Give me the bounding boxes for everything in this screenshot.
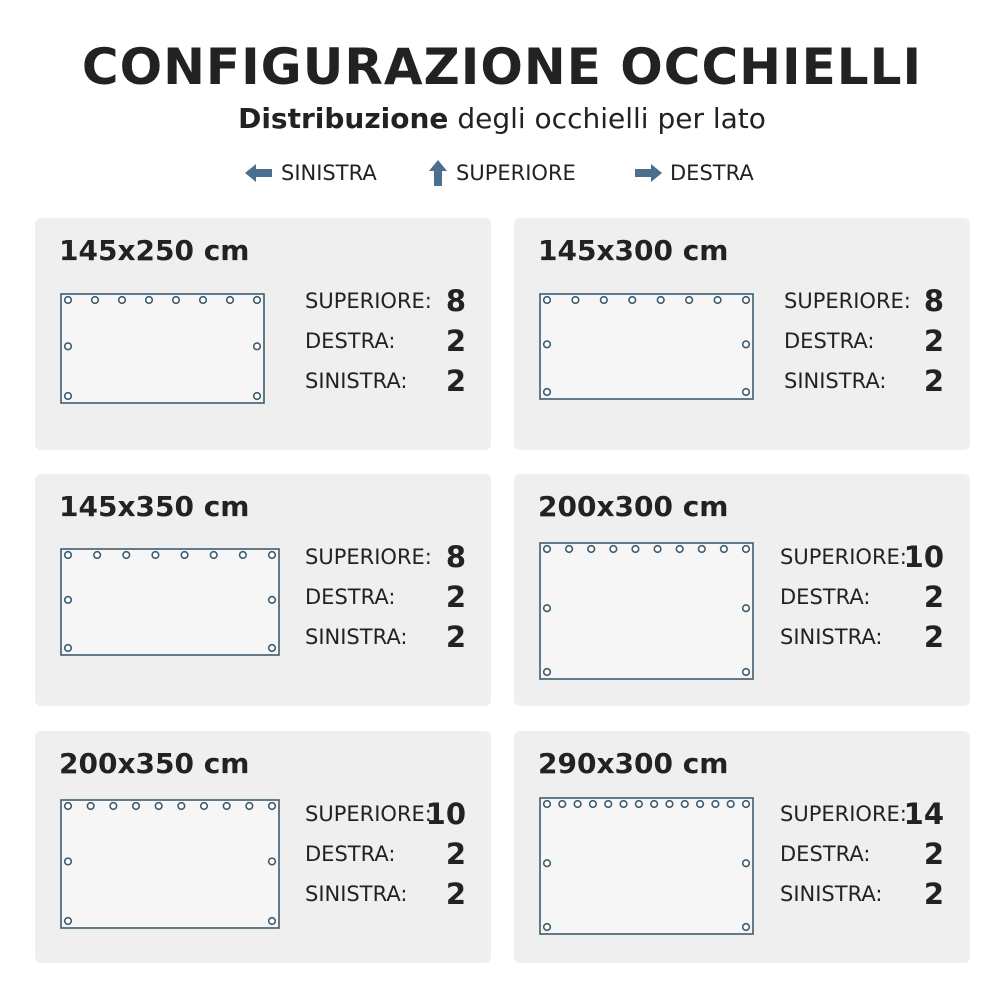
count-value-right: 2 <box>923 837 944 871</box>
eyelet-top <box>544 297 551 304</box>
eyelet-top <box>92 297 99 304</box>
eyelet-left <box>544 924 551 931</box>
eyelet-right <box>254 393 261 400</box>
count-label-top: SUPERIORE: <box>780 545 907 569</box>
count-label-right: DESTRA: <box>780 842 871 866</box>
eyelet-top <box>610 546 617 553</box>
eyelet-top <box>743 297 750 304</box>
eyelet-top <box>574 801 581 808</box>
tarp-outline <box>540 798 753 934</box>
count-value-top: 8 <box>445 540 466 574</box>
eyelet-top <box>133 803 140 810</box>
count-label-top: SUPERIORE: <box>305 545 432 569</box>
count-row-right <box>305 324 466 358</box>
eyelet-right <box>743 389 750 396</box>
count-label-top: SUPERIORE: <box>780 802 907 826</box>
count-row-top <box>780 540 944 574</box>
count-row-top <box>784 284 944 318</box>
count-row-right <box>780 837 944 871</box>
count-row-right <box>780 580 944 614</box>
card-size-title: 145x250 cm <box>59 234 250 267</box>
eyelet-right <box>254 343 261 350</box>
eyelet-top <box>110 803 117 810</box>
count-label-right: DESTRA: <box>305 585 396 609</box>
count-value-right: 2 <box>445 324 466 358</box>
eyelet-right <box>743 669 750 676</box>
eyelet-top <box>65 297 72 304</box>
count-row-left <box>780 877 944 911</box>
config-card <box>35 218 491 450</box>
count-value-left: 2 <box>923 877 944 911</box>
eyelet-left <box>65 858 72 865</box>
page-subtitle <box>0 102 1004 135</box>
count-value-top: 10 <box>425 797 466 831</box>
eyelet-top <box>65 803 72 810</box>
eyelet-top <box>210 552 217 559</box>
legend-top-label: SUPERIORE <box>456 161 576 185</box>
count-value-right: 2 <box>445 580 466 614</box>
count-value-left: 2 <box>923 620 944 654</box>
legend-right-label: DESTRA <box>670 161 754 185</box>
count-row-left <box>305 620 466 654</box>
eyelet-top <box>181 552 188 559</box>
card-size-title: 200x300 cm <box>538 490 729 523</box>
count-label-top: SUPERIORE: <box>305 289 432 313</box>
eyelet-left <box>544 605 551 612</box>
eyelet-top <box>714 297 721 304</box>
eyelet-top <box>559 801 566 808</box>
eyelet-left <box>65 597 72 604</box>
eyelet-top <box>87 803 94 810</box>
eyelet-top <box>743 801 750 808</box>
eyelet-top <box>227 297 234 304</box>
eyelet-top <box>601 297 608 304</box>
card-size-title: 200x350 cm <box>59 747 250 780</box>
eyelet-top <box>544 801 551 808</box>
eyelet-top <box>94 552 101 559</box>
count-label-left: SINISTRA: <box>305 882 408 906</box>
eyelet-top <box>566 546 573 553</box>
tarp-outline <box>540 543 753 679</box>
eyelet-top <box>544 546 551 553</box>
count-row-top <box>780 797 944 831</box>
eyelet-top <box>178 803 185 810</box>
eyelet-top <box>240 552 247 559</box>
count-value-left: 2 <box>923 364 944 398</box>
eyelet-right <box>743 860 750 867</box>
count-value-top: 8 <box>445 284 466 318</box>
eyelet-top <box>743 546 750 553</box>
count-label-right: DESTRA: <box>784 329 875 353</box>
eyelet-top <box>146 297 153 304</box>
count-row-left <box>305 877 466 911</box>
config-card <box>514 218 970 450</box>
count-label-left: SINISTRA: <box>305 369 408 393</box>
eyelet-top <box>698 546 705 553</box>
eyelet-top <box>727 801 734 808</box>
legend-left-label: SINISTRA <box>281 161 377 185</box>
eyelet-top <box>632 546 639 553</box>
count-value-top: 8 <box>923 284 944 318</box>
count-label-left: SINISTRA: <box>784 369 887 393</box>
eyelet-top <box>712 801 719 808</box>
count-value-right: 2 <box>923 324 944 358</box>
eyelet-top <box>676 546 683 553</box>
count-label-left: SINISTRA: <box>305 625 408 649</box>
legend-top <box>428 158 576 188</box>
count-row-left <box>784 364 944 398</box>
count-value-left: 2 <box>445 620 466 654</box>
eyelet-top <box>173 297 180 304</box>
count-row-left <box>305 364 466 398</box>
eyelet-left <box>544 389 551 396</box>
count-row-top <box>305 284 466 318</box>
eyelet-left <box>65 918 72 925</box>
eyelet-top <box>666 801 673 808</box>
eyelet-right <box>269 858 276 865</box>
eyelet-right <box>743 341 750 348</box>
count-value-left: 2 <box>445 364 466 398</box>
eyelet-left <box>65 343 72 350</box>
eyelet-top <box>590 801 597 808</box>
arrow-right-icon <box>634 163 662 183</box>
count-value-left: 2 <box>445 877 466 911</box>
page-title: CONFIGURAZIONE OCCHIELLI <box>81 38 923 96</box>
eyelet-top <box>588 546 595 553</box>
legend-left <box>245 158 377 188</box>
card-size-title: 290x300 cm <box>538 747 729 780</box>
config-card <box>514 731 970 963</box>
eyelet-top <box>629 297 636 304</box>
count-value-top: 10 <box>903 540 944 574</box>
card-size-title: 145x300 cm <box>538 234 729 267</box>
eyelet-top <box>686 297 693 304</box>
eyelet-left <box>65 393 72 400</box>
tarp-outline <box>61 294 264 403</box>
eyelet-top <box>269 552 276 559</box>
eyelet-top <box>620 801 627 808</box>
eyelet-top <box>119 297 126 304</box>
card-size-title: 145x350 cm <box>59 490 250 523</box>
config-card <box>514 474 970 706</box>
tarp-outline <box>61 800 279 928</box>
eyelet-top <box>681 801 688 808</box>
eyelet-top <box>201 803 208 810</box>
count-row-right <box>305 837 466 871</box>
eyelet-top <box>654 546 661 553</box>
eyelet-top <box>697 801 704 808</box>
count-value-right: 2 <box>923 580 944 614</box>
count-value-top: 14 <box>903 797 944 831</box>
eyelet-right <box>743 605 750 612</box>
subtitle-rest: degli occhielli per lato <box>457 102 766 135</box>
eyelet-right <box>269 918 276 925</box>
eyelet-right <box>743 924 750 931</box>
count-row-top <box>305 797 466 831</box>
eyelet-top <box>200 297 207 304</box>
eyelet-left <box>544 341 551 348</box>
eyelet-right <box>269 597 276 604</box>
legend-right <box>634 158 754 188</box>
count-value-right: 2 <box>445 837 466 871</box>
count-row-right <box>784 324 944 358</box>
eyelet-top <box>657 297 664 304</box>
eyelet-top <box>123 552 130 559</box>
count-label-top: SUPERIORE: <box>305 802 432 826</box>
config-card <box>35 474 491 706</box>
count-label-top: SUPERIORE: <box>784 289 911 313</box>
count-label-right: DESTRA: <box>305 329 396 353</box>
tarp-outline <box>540 294 753 399</box>
eyelet-top <box>65 552 72 559</box>
count-label-left: SINISTRA: <box>780 625 883 649</box>
eyelet-top <box>605 801 612 808</box>
eyelet-left <box>544 669 551 676</box>
count-label-left: SINISTRA: <box>780 882 883 906</box>
count-row-top <box>305 540 466 574</box>
count-row-right <box>305 580 466 614</box>
count-row-left <box>780 620 944 654</box>
eyelet-left <box>544 860 551 867</box>
eyelet-left <box>65 645 72 652</box>
eyelet-top <box>651 801 658 808</box>
count-label-right: DESTRA: <box>305 842 396 866</box>
count-label-right: DESTRA: <box>780 585 871 609</box>
tarp-outline <box>61 549 279 655</box>
eyelet-top <box>572 297 579 304</box>
eyelet-top <box>223 803 230 810</box>
eyelet-top <box>152 552 159 559</box>
eyelet-top <box>721 546 728 553</box>
subtitle-bold: Distribuzione <box>238 102 449 135</box>
arrow-left-icon <box>245 163 273 183</box>
eyelet-right <box>269 645 276 652</box>
eyelet-top <box>155 803 162 810</box>
arrow-up-icon <box>428 160 448 186</box>
eyelet-top <box>246 803 253 810</box>
eyelet-top <box>636 801 643 808</box>
eyelet-top <box>269 803 276 810</box>
config-card <box>35 731 491 963</box>
eyelet-top <box>254 297 261 304</box>
